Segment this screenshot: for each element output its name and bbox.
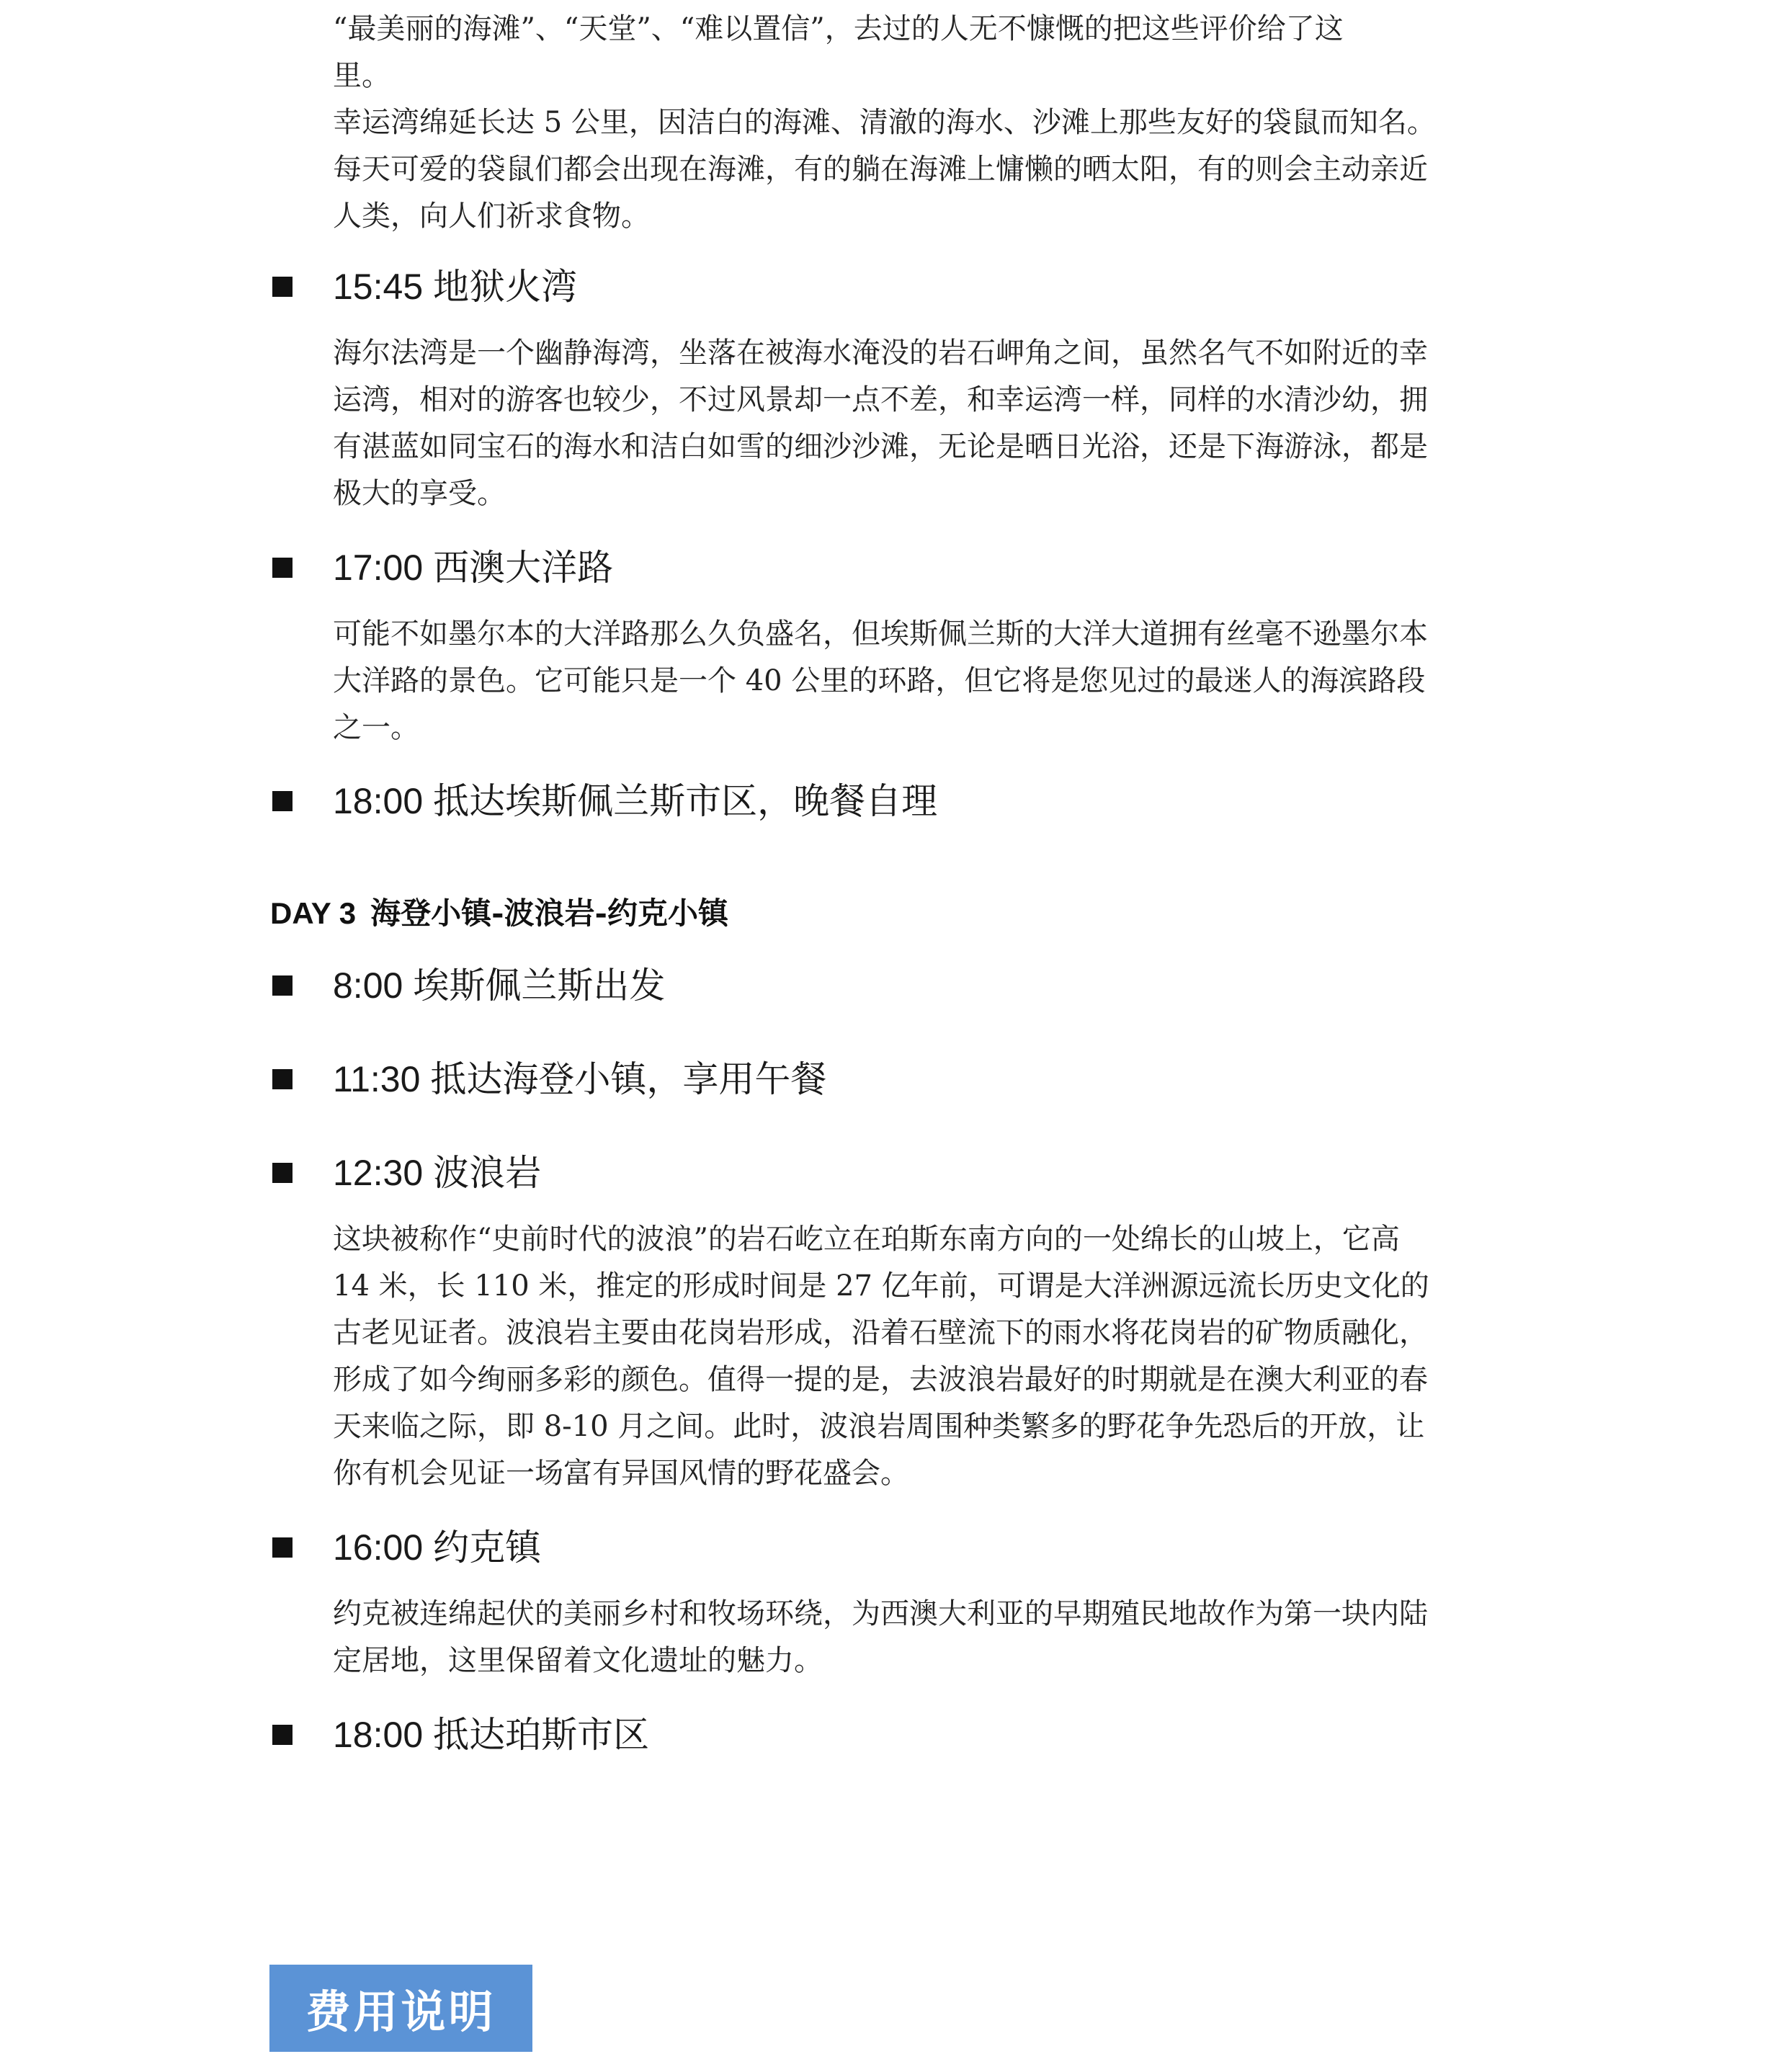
paragraph-line: “最美丽的海滩”、“天堂”、“难以置信”，去过的人无不慷慨的把这些评价给了这: [333, 12, 1344, 45]
lucky-bay-description: [333, 6, 1514, 240]
itinerary-item-1230: [272, 1151, 542, 1194]
item-title: 抵达埃斯佩兰斯市区，晚餐自理: [433, 780, 938, 822]
square-bullet-icon: [272, 558, 293, 578]
itinerary-item-1700: [272, 546, 614, 589]
day-label: DAY 3: [270, 896, 357, 930]
itinerary-item-heading: [333, 780, 937, 823]
paragraph-line: 你有机会见证一场富有异国风情的野花盛会。: [333, 1457, 909, 1490]
paragraph-line: 人类，向人们祈求食物。: [333, 200, 650, 233]
itinerary-item-1800-perth: [272, 1713, 650, 1756]
itinerary-item-heading: [333, 546, 613, 589]
paragraph-line: 里。: [333, 59, 390, 92]
itinerary-item-1600: [272, 1526, 542, 1569]
item-time: 18:00: [333, 781, 424, 821]
paragraph-line: 形成了如今绚丽多彩的颜色。值得一提的是，去波浪岩最好的时期就是在澳大利亚的春: [333, 1363, 1428, 1396]
item-title: 波浪岩: [433, 1152, 542, 1194]
item-title: 地狱火湾: [433, 266, 578, 308]
paragraph-line: 约克被连绵起伏的美丽乡村和牧场环绕，为西澳大利亚的早期殖民地故作为第一块内陆: [333, 1597, 1428, 1630]
item-title: 埃斯佩兰斯出发: [413, 965, 666, 1006]
item-time: 17:00: [333, 548, 424, 588]
paragraph-line: 天来临之际，即 8-10 月之间。此时，波浪岩周围种类繁多的野花争先恐后的开放，让: [333, 1410, 1425, 1443]
itinerary-item-heading: [333, 1058, 826, 1101]
item-title: 西澳大洋路: [433, 547, 614, 589]
itinerary-item-1130: [272, 1058, 827, 1101]
itinerary-item-1545: [272, 265, 578, 308]
item-time: 15:45: [333, 267, 424, 307]
paragraph-line: 幸运湾绵延长达 5 公里，因洁白的海滩、清澈的海水、沙滩上那些友好的袋鼠而知名。: [333, 106, 1436, 139]
paragraph-line: 古老见证者。波浪岩主要由花岗岩形成，沿着石壁流下的雨水将花岗岩的矿物质融化，: [333, 1316, 1428, 1349]
item-time: 12:30: [333, 1153, 424, 1193]
item-time: 18:00: [333, 1715, 424, 1755]
itinerary-item-heading: [333, 1526, 541, 1569]
square-bullet-icon: [272, 1537, 293, 1558]
york-description: [333, 1591, 1514, 1684]
item-time: 11:30: [333, 1059, 421, 1099]
item-title: 抵达海登小镇，享用午餐: [430, 1058, 827, 1100]
paragraph-line: 之一。: [333, 711, 419, 744]
paragraph-line: 14 米，长 110 米，推定的形成时间是 27 亿年前，可谓是大洋洲源远流长历史文化的: [333, 1269, 1429, 1303]
hellfire-bay-description: [333, 330, 1514, 517]
fee-info-button[interactable]: 费用说明: [269, 1965, 532, 2052]
day-title: 海登小镇-波浪岩-约克小镇: [370, 896, 728, 931]
paragraph-line: 定居地，这里保留着文化遗址的魅力。: [333, 1644, 823, 1677]
paragraph-line: 大洋路的景色。它可能只是一个 40 公里的环路，但它将是您见过的最迷人的海滨路段: [333, 664, 1426, 697]
paragraph-line: 每天可爱的袋鼠们都会出现在海滩，有的躺在海滩上慵懒的晒太阳，有的则会主动亲近: [333, 153, 1428, 186]
itinerary-item-1800-esperance: [272, 780, 938, 823]
square-bullet-icon: [272, 1725, 293, 1745]
square-bullet-icon: [272, 1163, 293, 1183]
paragraph-line: 可能不如墨尔本的大洋路那么久负盛名，但埃斯佩兰斯的大洋大道拥有丝毫不逊墨尔本: [333, 617, 1428, 651]
wave-rock-description: [333, 1216, 1514, 1497]
itinerary-item-heading: [333, 964, 665, 1007]
item-time: 8:00: [333, 965, 403, 1006]
itinerary-item-heading: [333, 265, 577, 308]
paragraph-line: 海尔法湾是一个幽静海湾，坐落在被海水淹没的岩石岬角之间，虽然名气不如附近的幸: [333, 336, 1428, 370]
square-bullet-icon: [272, 277, 293, 297]
itinerary-item-0800: [272, 964, 666, 1007]
item-title: 抵达珀斯市区: [433, 1714, 650, 1756]
square-bullet-icon: [272, 1069, 293, 1089]
item-title: 约克镇: [433, 1527, 542, 1568]
paragraph-line: 有湛蓝如同宝石的海水和洁白如雪的细沙沙滩，无论是晒日光浴，还是下海游泳，都是: [333, 430, 1428, 463]
great-ocean-drive-description: [333, 611, 1514, 751]
itinerary-item-heading: [333, 1713, 649, 1756]
day-3-heading: [270, 893, 728, 934]
paragraph-line: 运湾，相对的游客也较少，不过风景却一点不差，和幸运湾一样，同样的水清沙幼，拥: [333, 383, 1428, 416]
square-bullet-icon: [272, 791, 293, 811]
paragraph-line: 极大的享受。: [333, 477, 506, 510]
square-bullet-icon: [272, 975, 293, 996]
itinerary-item-heading: [333, 1151, 541, 1194]
item-time: 16:00: [333, 1527, 424, 1568]
paragraph-line: 这块被称作“史前时代的波浪”的岩石屹立在珀斯东南方向的一处绵长的山坡上，它高: [333, 1223, 1400, 1256]
